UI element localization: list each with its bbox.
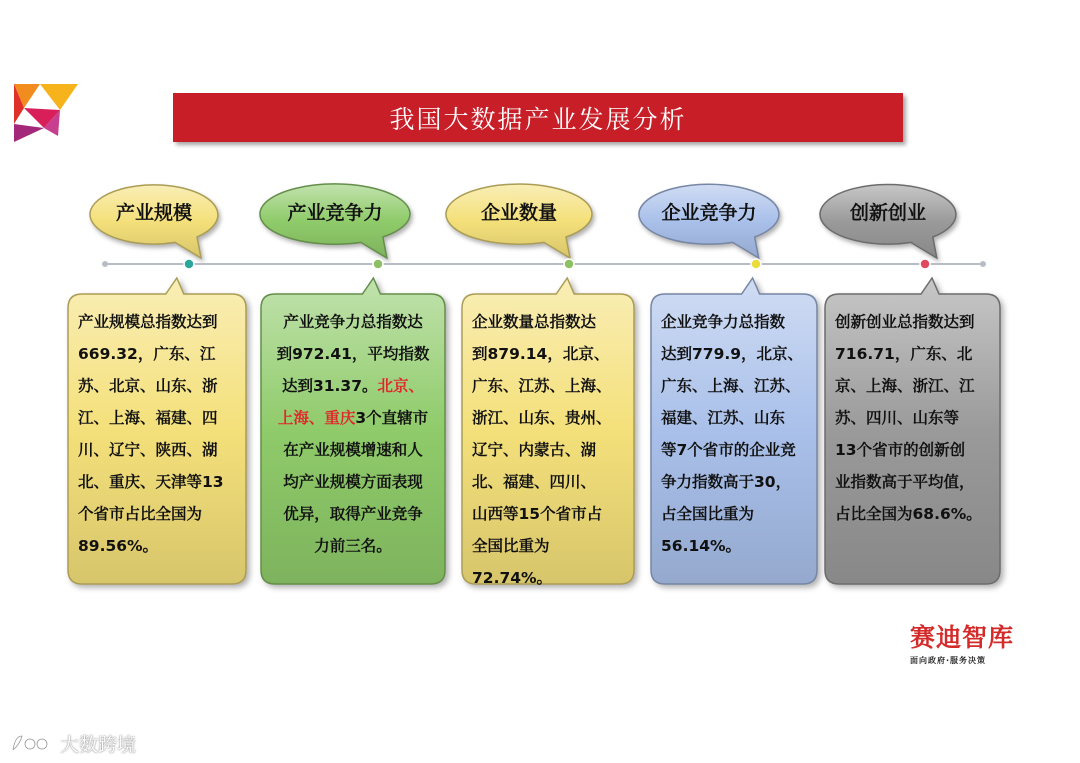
text-segment: 力前三名。 (314, 537, 392, 555)
section-label: 企业数量 (480, 201, 557, 224)
card-text (825, 306, 1000, 530)
card-text-line (265, 306, 441, 338)
card-text-line (472, 402, 626, 434)
card-text-line (835, 306, 992, 338)
text-segment: 产业规模总指数达到 (78, 313, 218, 331)
text-segment: 669.32，广东、江 (78, 345, 216, 363)
card-text-line (835, 498, 992, 530)
text-segment: 江、上海、福建、四 (78, 409, 218, 427)
text-segment: 优异，取得产业竞争 (283, 505, 423, 523)
brand-logo (910, 618, 1036, 664)
text-segment: 北、福建、四川、 (472, 473, 597, 491)
text-segment: 占全国比重为 (661, 505, 755, 523)
card-text-line (265, 370, 441, 402)
text-segment: 在产业规模增速和人 (283, 441, 423, 459)
timeline-dot (920, 259, 930, 269)
card-text-line (78, 530, 238, 562)
card-text-line (835, 434, 992, 466)
text-segment: 创新创业总指数达到 (835, 313, 975, 331)
card-text-line (661, 338, 809, 370)
card-text (261, 306, 445, 562)
text-segment: 浙江、山东、贵州、 (472, 409, 612, 427)
text-segment: 企业竞争力总指数 (661, 313, 786, 331)
text-segment: 广东、上海、江苏、 (661, 377, 801, 395)
text-segment: 苏、四川、山东等 (835, 409, 960, 427)
section-label-bubble (444, 180, 594, 246)
timeline-dot (373, 259, 383, 269)
card-text-line (265, 338, 441, 370)
page-title: 我国大数据产业发展分析 (173, 93, 903, 142)
text-segment: 达到31.37。 (281, 377, 378, 395)
text-segment: 辽宁、内蒙古、湖 (472, 441, 597, 459)
section-label-bubble (258, 180, 412, 246)
text-segment: 到879.14，北京、 (472, 345, 610, 363)
section-card (68, 278, 246, 584)
text-segment: 苏、北京、山东、浙 (78, 377, 218, 395)
text-segment: 全国比重为72.74%。 (472, 537, 553, 587)
card-text-line (78, 370, 238, 402)
text-segment: 福建、江苏、山东 (661, 409, 786, 427)
section-label: 创新创业 (849, 201, 926, 224)
text-segment: 716.71，广东、北 (835, 345, 973, 363)
text-segment: 到972.41，平均指数 (276, 345, 430, 363)
text-segment: 3个直辖市 (355, 409, 429, 427)
section-label: 产业竞争力 (287, 201, 383, 224)
text-segment: 占比全国为68.6%。 (835, 505, 982, 523)
card-text-line (78, 466, 238, 498)
timeline-dot (564, 259, 574, 269)
text-segment: 个省市占比全国为 (78, 505, 203, 523)
section-card (651, 278, 817, 584)
card-text-line (472, 370, 626, 402)
watermark-text: 大数跨境 (60, 733, 137, 756)
card-text (68, 306, 246, 562)
section-label-bubble (88, 180, 220, 246)
section-label-bubble (637, 180, 781, 246)
text-segment: 川、辽宁、陕西、湖 (78, 441, 218, 459)
card-text (651, 306, 817, 562)
card-text-line (472, 434, 626, 466)
card-text-line (661, 466, 809, 498)
corner-logo-icon (14, 84, 78, 142)
card-text-line (265, 498, 441, 530)
card-text-line (78, 434, 238, 466)
card-text-line (835, 338, 992, 370)
text-segment: 产业竞争力总指数达 (283, 313, 423, 331)
text-segment: 京、上海、浙江、江 (835, 377, 975, 395)
section-label: 企业竞争力 (661, 201, 757, 224)
text-segment: 企业数量总指数达 (472, 313, 597, 331)
card-text-line (661, 370, 809, 402)
highlighted-text: 上海、重庆 (277, 409, 356, 427)
card-text-line (835, 402, 992, 434)
card-text-line (661, 530, 809, 562)
card-text-line (472, 466, 626, 498)
watermark (10, 728, 136, 758)
card-text-line (472, 338, 626, 370)
highlighted-text: 北京、 (377, 377, 425, 395)
card-text-line (835, 466, 992, 498)
section-card (825, 278, 1000, 584)
card-text-line (661, 402, 809, 434)
timeline-line (100, 256, 990, 272)
card-text-line (78, 498, 238, 530)
brand-slogan: 面向政府·服务决策 (910, 656, 987, 665)
card-text-line (472, 498, 626, 530)
card-text-line (661, 306, 809, 338)
watermark-logo-icon (10, 732, 54, 754)
brand-name: 赛迪智库 (910, 623, 1015, 652)
card-text-line (265, 530, 441, 562)
text-segment: 13个省市的创新创 (835, 441, 966, 459)
text-segment: 均产业规模方面表现 (283, 473, 423, 491)
card-text-line (265, 434, 441, 466)
text-segment: 广东、江苏、上海、 (472, 377, 612, 395)
section-card (261, 278, 445, 584)
timeline-dot (751, 259, 761, 269)
text-segment: 56.14%。 (661, 537, 742, 555)
card-text (462, 306, 634, 594)
section-label-bubble (818, 180, 958, 246)
card-text-line (78, 338, 238, 370)
text-segment: 等7个省市的企业竞 (661, 441, 796, 459)
section-card (462, 278, 634, 587)
card-text-line (265, 402, 441, 434)
text-segment: 山西等15个省市占 (472, 505, 603, 523)
text-segment: 业指数高于平均值， (835, 473, 975, 491)
timeline-dot (184, 259, 194, 269)
card-text-line (472, 530, 626, 594)
card-text-line (472, 306, 626, 338)
card-text-line (265, 466, 441, 498)
card-text-line (78, 306, 238, 338)
text-segment: 北、重庆、天津等13 (78, 473, 224, 491)
card-text-line (78, 402, 238, 434)
card-text-line (661, 434, 809, 466)
card-text-line (835, 370, 992, 402)
card-text-line (661, 498, 809, 530)
section-label: 产业规模 (115, 201, 192, 224)
text-segment: 89.56%。 (78, 537, 159, 555)
text-segment: 达到779.9，北京、 (661, 345, 804, 363)
text-segment: 争力指数高于30， (661, 473, 792, 491)
